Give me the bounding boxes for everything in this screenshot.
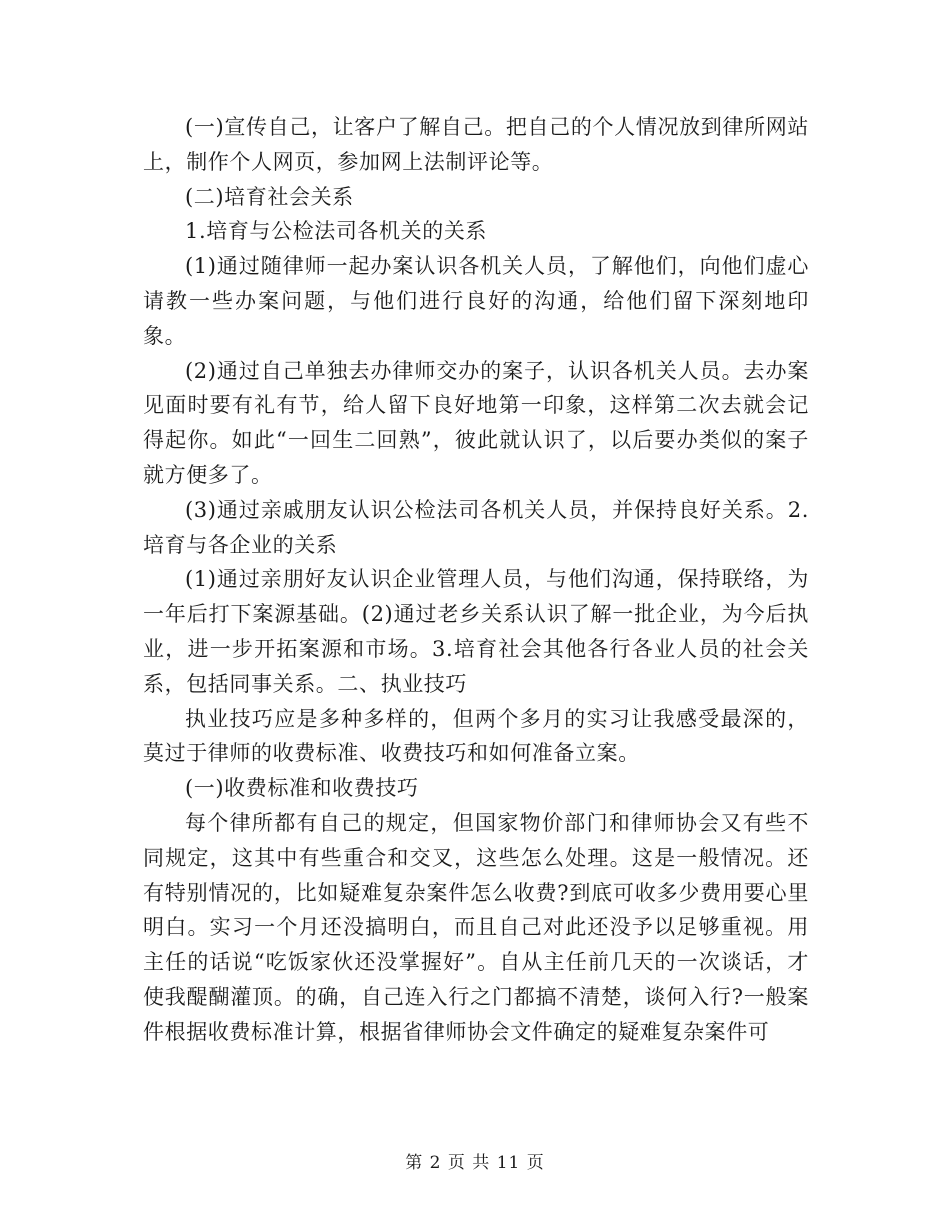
paragraph-2: (二)培育社会关系 xyxy=(185,184,354,209)
document-body xyxy=(143,110,809,1050)
paragraph-3: 1.培育与公检法司各机关的关系 xyxy=(185,219,488,244)
paragraph-4: (1)通过随律师一起办案认识各机关人员，了解他们，向他们虚心请教一些办案问题，与他们进行良好的沟通，给他们留下深刻地印象。 xyxy=(143,254,809,348)
paragraph-7: (1)通过亲朋好友认识企业管理人员，与他们沟通，保持联络，为一年后打下案源基础。(2)通过老乡关系认识了解一批企业，为今后执业，进一步开拓案源和市场。3.培育社会其他各行各业人员的社会关系，包括同事关系。二、执业技巧 xyxy=(143,567,809,696)
paragraph-10: 每个律所都有自己的规定，但国家物价部门和律师协会又有些不同规定，这其中有些重合和交叉，这些怎么处理。这是一般情况。还有特别情况的，比如疑难复杂案件怎么收费?到底可收多少费用要心里明白。实习一个月还没搞明白，而且自己对此还没予以足够重视。用主任的话说“吃饭家伙还没掌握好”。自从主任前几天的一次谈话，才使我醍醐灌顶。的确，自己连入行之门都搞不清楚，谈何入行?一般案件根据收费标准计算，根据省律师协会文件确定的疑难复杂案件可 xyxy=(143,810,809,1044)
paragraph-8: 执业技巧应是多种多样的，但两个多月的实习让我感受最深的，莫过于律师的收费标准、收费技巧和如何准备立案。 xyxy=(143,706,809,766)
page-number-footer: 第 2 页 共 11 页 xyxy=(405,1153,545,1173)
paragraph-1: (一)宣传自己，让客户了解自己。把自己的个人情况放到律所网站上，制作个人网页，参加网上法制评论等。 xyxy=(143,115,809,174)
paragraph-6: (3)通过亲戚朋友认识公检法司各机关人员，并保持良好关系。2.培育与各企业的关系 xyxy=(143,497,809,557)
paragraph-9: (一)收费标准和收费技巧 xyxy=(185,776,419,801)
paragraph-5: (2)通过自己单独去办律师交办的案子，认识各机关人员。去办案见面时要有礼有节，给人留下良好地第一印象，这样第二次去就会记得起你。如此“一回生二回熟”，彼此就认识了，以后要办类似的案子就方便多了。 xyxy=(143,358,809,487)
